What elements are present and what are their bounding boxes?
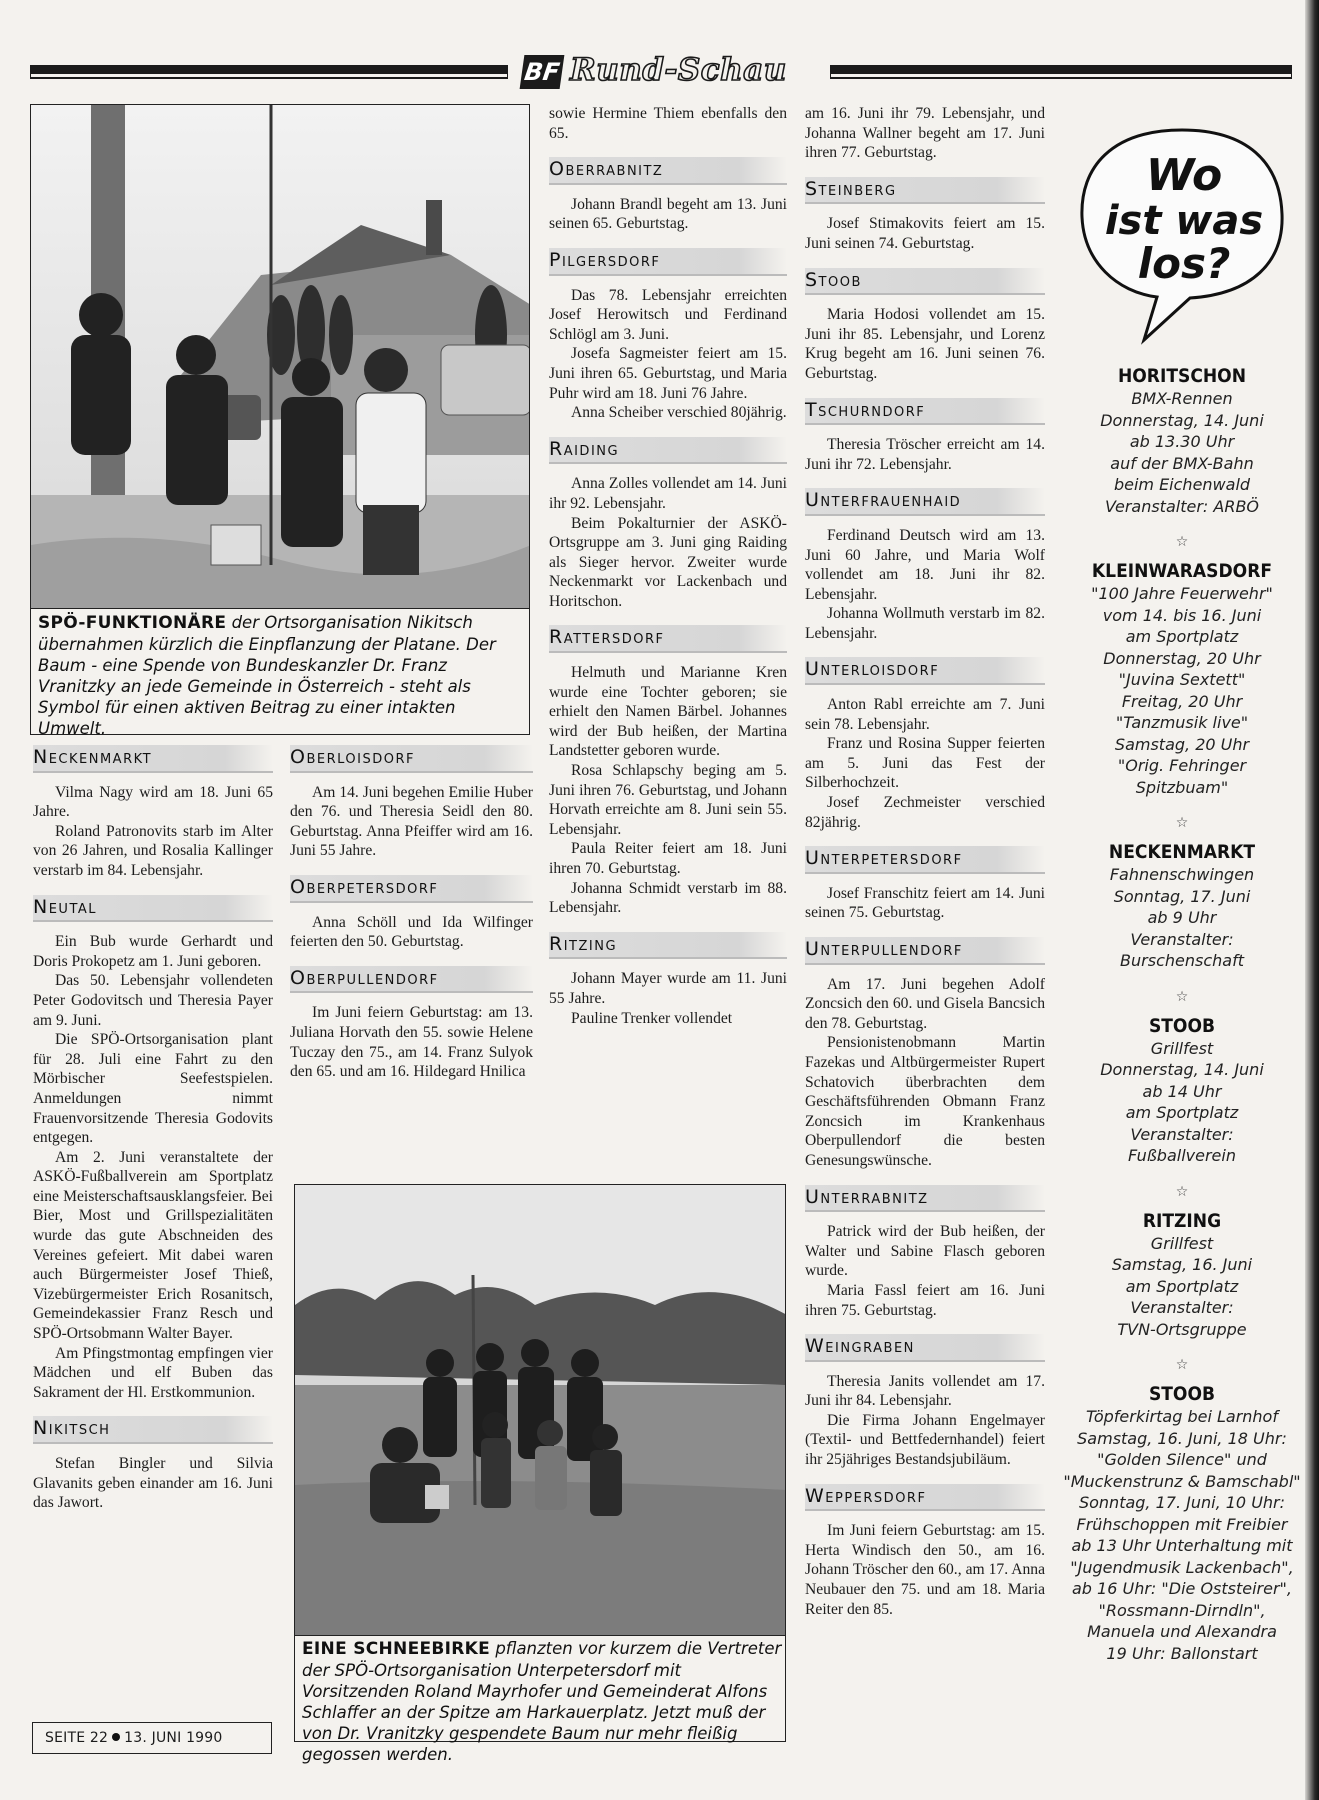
event-detail: Donnerstag, 14. Juni xyxy=(1100,410,1264,430)
town-heading: Unterrabnitz xyxy=(805,1185,1045,1213)
article-paragraph: Josef Stimakovits feiert am 15. Juni seinen 74. Geburtstag. xyxy=(805,215,1045,252)
bubble-line-2: ist was xyxy=(1104,198,1264,244)
article-paragraph: Josef Zechmeister verschied 82jährig. xyxy=(805,794,1045,831)
event-detail: am Sportplatz xyxy=(1125,1103,1239,1122)
section-title: Rund-Schau xyxy=(570,52,787,88)
article-paragraph: Am 2. Juni veranstaltete der ASKÖ-Fußballverein am Sportplatz eine Meisterschaftsausklangsfeier. Bei Bier, Most und Grillspezialitäten wurde das gute Abschneiden des Vereines gefeiert. Mit dabei waren auch Bürgermeister Josef Thieß, Vizebürgermeister Erich Rosanitsch, Gemeindekassier Franz Resch und SPÖ-Ortsobmann Walter Bayer. xyxy=(33,1148,273,1343)
event-detail: TVN-Ortsgruppe xyxy=(1117,1319,1247,1339)
event-detail: "Rossmann-Dirndln", xyxy=(1098,1600,1266,1620)
event-detail: Spitzbuam" xyxy=(1135,777,1229,797)
event-detail: Samstag, 20 Uhr xyxy=(1114,734,1250,754)
article-paragraph: Johanna Schmidt verstarb im 88. Lebensjahr. xyxy=(549,879,787,917)
event-detail: Fußballverein xyxy=(1128,1146,1236,1165)
caption-frame xyxy=(30,605,530,735)
article-paragraph: Anna Zolles vollendet am 14. Juni ihr 92. Lebensjahr. xyxy=(549,475,787,512)
article-paragraph: Johanna Wollmuth verstarb im 82. Lebensjahr. xyxy=(805,605,1045,642)
column-2 xyxy=(290,745,533,1082)
caption-text: der Ortsorganisation Nikitsch übernahmen kürzlich die Einpflanzung der Platane. Der Baum - eine Spende von Bundeskanzler Dr. Franz Vranitzky an jede Gemeinde in Österreich - steht als Symbol für einen aktiven Beitrag zu einer intakten Umwelt. xyxy=(38,613,496,738)
event-town: RITZING xyxy=(1142,1209,1222,1232)
event-detail: Samstag, 16. Juni, 18 Uhr: xyxy=(1077,1428,1287,1448)
article-paragraph: Beim Pokalturnier der ASKÖ-Ortsgruppe am 3. Juni ging Raiding als Sieger hervor. Zweiter wurde Neckenmarkt vor Lackenbach und Horitschon. xyxy=(549,514,787,610)
article-paragraph: Ein Bub wurde Gerhardt und Doris Prokopetz am 1. Juni geboren. xyxy=(33,933,273,970)
article-paragraph: Am 14. Juni begehen Emilie Huber den 76. und Theresia Seidl den 80. Geburtstag. Anna Pfeiffer wird am 16. Juni 55 Jahre. xyxy=(290,783,533,860)
bubble-line-3: los? xyxy=(1137,239,1231,288)
event-detail: 19 Uhr: Ballonstart xyxy=(1106,1643,1258,1663)
article-paragraph: Ferdinand Deutsch wird am 13. Juni 60 Jahre, und Maria Wolf vollendet am 18. Juni ihr 82. Lebensjahr. xyxy=(805,526,1045,603)
event-detail: Fahnenschwingen xyxy=(1109,865,1255,884)
town-heading: Unterfrauenhaid xyxy=(805,488,1045,516)
event-detail: Sonntag, 17. Juni, 10 Uhr: xyxy=(1078,1493,1286,1512)
event-detail: auf der BMX-Bahn xyxy=(1110,453,1254,473)
event-detail: "Muckenstrunz & Bamschabl" xyxy=(1063,1471,1301,1491)
event-detail: ab 13 Uhr Unterhaltung mit xyxy=(1071,1536,1293,1555)
event-detail: Frühschoppen mit Freibier xyxy=(1076,1514,1288,1534)
article-paragraph: Am Pfingstmontag empfingen vier Mädchen und elf Buben das Sakrament der Hl. Erstkommunion. xyxy=(33,1344,273,1401)
article-paragraph: Das 50. Lebensjahr vollendeten Peter Godovitsch und Theresia Payer am 9. Juni. xyxy=(33,972,273,1029)
event-detail: Veranstalter: xyxy=(1130,929,1234,949)
article-paragraph: Pauline Trenker vollendet xyxy=(571,1009,733,1027)
town-heading: Stoob xyxy=(805,268,1045,296)
caption-text: pflanzten vor kurzem die Vertreter der SPÖ-Ortsorganisation Unterpetersdorf mit Vorsitzenden Roland Mayrhofer und Gemeinderat Alfons Schlaffer an der Spitze am Harkauerplatz. Jetzt muß der von Dr. Vranitzky gespendete Baum nur mehr fleißig gegossen werden. xyxy=(302,1639,782,1764)
article-paragraph: am 16. Juni ihr 79. Lebensjahr, und Johanna Wallner begeht am 17. Juni ihren 77. Geburtstag. xyxy=(805,105,1045,162)
page-footer xyxy=(32,1722,272,1754)
event-detail: ab 16 Uhr: "Die Oststeirer", xyxy=(1072,1579,1292,1598)
event-detail: "Jugendmusik Lackenbach", xyxy=(1070,1557,1294,1577)
town-heading: Neutal xyxy=(33,895,273,923)
photo-snow-birch-unterpetersdorf xyxy=(294,1184,786,1636)
town-heading: Weppersdorf xyxy=(805,1484,1045,1512)
article-paragraph: Josefa Sagmeister feiert am 15. Juni ihren 65. Geburtstag, und Maria Puhr wird am 18. Juni 76 Jahre. xyxy=(549,345,787,402)
event-detail: "Juvina Sextett" xyxy=(1118,670,1246,689)
article-paragraph: Stefan Bingler und Silvia Glavanits geben einander am 16. Juni das Jawort. xyxy=(33,1455,273,1512)
event-detail: ab 9 Uhr xyxy=(1147,908,1217,927)
event-detail: Grillfest xyxy=(1150,1038,1214,1058)
event-town: NECKENMARKT xyxy=(1108,841,1256,863)
header-rule-right xyxy=(830,65,1292,74)
column-1 xyxy=(33,745,273,1513)
article-paragraph: Anton Rabl erreichte am 7. Juni sein 78. Lebensjahr. xyxy=(805,696,1045,733)
article-paragraph: Maria Hodosi vollendet am 15. Juni ihr 85. Lebensjahr, und Lorenz Krug begeht am 16. Juni seinen 76. Geburtstag. xyxy=(805,306,1045,382)
event-town: HORITSCHON xyxy=(1117,365,1247,387)
event-detail: Burschenschaft xyxy=(1120,951,1244,970)
town-heading: Oberloisdorf xyxy=(290,745,533,773)
speech-bubble xyxy=(1072,122,1292,347)
town-heading: Oberpetersdorf xyxy=(290,875,533,903)
event-detail: "100 Jahre Feuerwehr" xyxy=(1091,584,1273,603)
town-heading: Ritzing xyxy=(549,932,787,960)
article-paragraph: sowie Hermine Thiem ebenfalls den 65. xyxy=(549,105,787,142)
town-heading: Oberrabnitz xyxy=(549,157,787,185)
event-detail: am Sportplatz xyxy=(1125,627,1239,646)
town-heading: Unterloisdorf xyxy=(805,657,1045,685)
events-column xyxy=(1063,364,1301,1664)
event-detail: Manuela und Alexandra xyxy=(1087,1622,1277,1641)
article-paragraph: Vilma Nagy wird am 18. Juni 65 Jahre. xyxy=(33,783,273,821)
event-detail: Donnerstag, 20 Uhr xyxy=(1103,648,1261,668)
town-heading: Tschurndorf xyxy=(805,398,1045,426)
event-detail: Freitag, 20 Uhr xyxy=(1121,691,1243,711)
section-header xyxy=(30,52,1292,92)
article-paragraph: Josef Franschitz feiert am 14. Juni seinen 75. Geburtstag. xyxy=(805,884,1045,922)
article-paragraph: Die SPÖ-Ortsorganisation plant für 28. Juli eine Fahrt zu den Mörbischer Seefestspielen. Anmeldungen nimmt Frauenvorsitzende Theresia Godovits entgegen. xyxy=(33,1031,273,1147)
article-paragraph: Johann Mayer wurde am 11. Juni 55 Jahre. xyxy=(549,970,787,1007)
article-paragraph: Franz und Rosina Supper feierten am 5. Juni das Fest der Silberhochzeit. xyxy=(805,735,1045,792)
event-detail: beim Eichenwald xyxy=(1113,475,1251,494)
town-heading: Rattersdorf xyxy=(549,625,787,653)
star-separator-icon: ☆ xyxy=(1175,1183,1189,1200)
page-edge-shadow xyxy=(1305,0,1319,1800)
article-paragraph: Am 17. Juni begehen Adolf Zoncsich den 60. und Gisela Bancsich den 78. Geburtstag. xyxy=(805,975,1045,1032)
event-detail: Samstag, 16. Juni xyxy=(1111,1255,1253,1274)
star-separator-icon: ☆ xyxy=(1175,534,1189,550)
bf-logo: BF xyxy=(520,55,565,89)
column-3 xyxy=(549,104,787,1028)
photo-tree-planting-nikitsch xyxy=(30,104,530,609)
article-paragraph: Das 78. Lebensjahr erreichten Josef Herowitsch und Ferdinand Schlögl am 3. Juni. xyxy=(549,286,787,343)
article-paragraph: Roland Patronovits starb im Alter von 26 Jahren, und Rosalia Kallinger verstarb im 84. Lebensjahr. xyxy=(33,822,273,879)
bubble-line-1: Wo xyxy=(1145,150,1223,201)
article-paragraph: Anna Schöll und Ida Wilfinger feierten den 50. Geburtstag. xyxy=(290,913,533,951)
star-separator-icon: ☆ xyxy=(1175,815,1189,831)
event-detail: Töpferkirtag bei Larnhof xyxy=(1086,1407,1278,1426)
article-paragraph: Anna Scheiber verschied 80jährig. xyxy=(571,404,787,422)
event-town: STOOB xyxy=(1148,1383,1216,1405)
caption-lead: EINE SCHNEEBIRKE xyxy=(302,1639,491,1659)
event-detail: BMX-Rennen xyxy=(1131,389,1233,408)
town-heading: Oberpullendorf xyxy=(290,966,533,994)
town-heading: Neckenmarkt xyxy=(33,745,273,773)
article-paragraph: Rosa Schlapschy beging am 5. Juni ihren 76. Geburtstag, und Johann Horvath erreichte am 8. Juni sein 55. Lebensjahr. xyxy=(549,762,787,838)
photo-caption-bottom xyxy=(302,1638,782,1765)
issue-date: 13. JUNI 1990 xyxy=(124,1730,223,1746)
article-paragraph: Die Firma Johann Engelmayer (Textil- und Bettfedernhandel) feiert ihr 25jähriges Bestandsjubiläum. xyxy=(805,1411,1045,1469)
page-number: SEITE 22 xyxy=(45,1730,109,1746)
event-detail: "Golden Silence" und xyxy=(1097,1450,1267,1469)
event-detail: Donnerstag, 14. Juni xyxy=(1100,1060,1264,1079)
town-heading: Pilgersdorf xyxy=(549,248,787,276)
town-heading: Unterpetersdorf xyxy=(805,846,1045,874)
article-paragraph: Maria Fassl feiert am 16. Juni ihren 75. Geburtstag. xyxy=(805,1281,1045,1319)
article-paragraph: Theresia Tröscher erreicht am 14. Juni ihr 72. Lebensjahr. xyxy=(805,436,1045,473)
event-detail: Veranstalter: ARBÖ xyxy=(1104,496,1260,516)
event-detail: "Orig. Fehringer xyxy=(1117,756,1247,775)
header-rule-left xyxy=(30,65,508,74)
star-separator-icon: ☆ xyxy=(1175,1357,1189,1373)
star-separator-icon: ☆ xyxy=(1175,988,1189,1005)
event-town: KLEINWARASDORF xyxy=(1091,560,1273,582)
article-paragraph: Im Juni feiern Geburtstag: am 15. Herta Windisch den 50., am 16. Johann Tröscher den 60., am 17. Anna Neubauer den 75. und am 18. Maria Reiter den 85. xyxy=(805,1522,1045,1618)
event-detail: vom 14. bis 16. Juni xyxy=(1102,605,1262,625)
event-detail: Veranstalter: xyxy=(1130,1124,1234,1144)
article-paragraph: Patrick wird der Bub heißen, der Walter und Sabine Flasch geboren wurde. xyxy=(805,1223,1045,1280)
town-heading: Raiding xyxy=(549,437,787,465)
bullet-icon xyxy=(112,1733,120,1741)
event-detail: ab 14 Uhr xyxy=(1142,1081,1222,1101)
article-paragraph: Johann Brandl begeht am 13. Juni seinen 65. Geburtstag. xyxy=(549,195,787,233)
event-detail: am Sportplatz xyxy=(1125,1276,1239,1296)
article-paragraph: Paula Reiter feiert am 18. Juni ihren 70. Geburtstag. xyxy=(549,840,787,877)
town-heading: Steinberg xyxy=(805,177,1045,205)
town-heading: Weingraben xyxy=(805,1334,1045,1362)
town-heading: Nikitsch xyxy=(33,1416,273,1444)
event-detail: "Tanzmusik live" xyxy=(1115,713,1249,732)
article-paragraph: Pensionistenobmann Martin Fazekas und Altbürgermeister Rupert Schatovich überbrachten dem Geschäftsführenden Obmann Franz Zoncsich im Krankenhaus Oberpullendorf die besten Genesungswünsche. xyxy=(805,1034,1045,1169)
event-detail: Veranstalter: xyxy=(1130,1298,1234,1317)
event-detail: Grillfest xyxy=(1150,1233,1214,1253)
event-detail: ab 13.30 Uhr xyxy=(1129,432,1235,451)
column-4 xyxy=(805,104,1045,1619)
article-paragraph: Theresia Janits vollendet am 17. Juni ihr 84. Lebensjahr. xyxy=(805,1372,1045,1410)
article-paragraph: Im Juni feiern Geburtstag: am 13. Juliana Horvath den 55. sowie Helene Tuczay den 75., am 14. Franz Sulyok den 65. und am 16. Hildegard Hnilica xyxy=(290,1004,533,1081)
event-town: STOOB xyxy=(1148,1014,1216,1037)
article-paragraph: Helmuth und Marianne Kren wurde eine Tochter geboren; sie erhielt den Namen Bärbel. Johannes wird der Bub heißen, der Martina Landstetter geboren wurde. xyxy=(549,664,787,760)
town-heading: Unterpullendorf xyxy=(805,937,1045,965)
event-detail: Sonntag, 17. Juni xyxy=(1113,886,1251,906)
caption-lead: SPÖ-FUNKTIONÄRE xyxy=(38,613,227,633)
